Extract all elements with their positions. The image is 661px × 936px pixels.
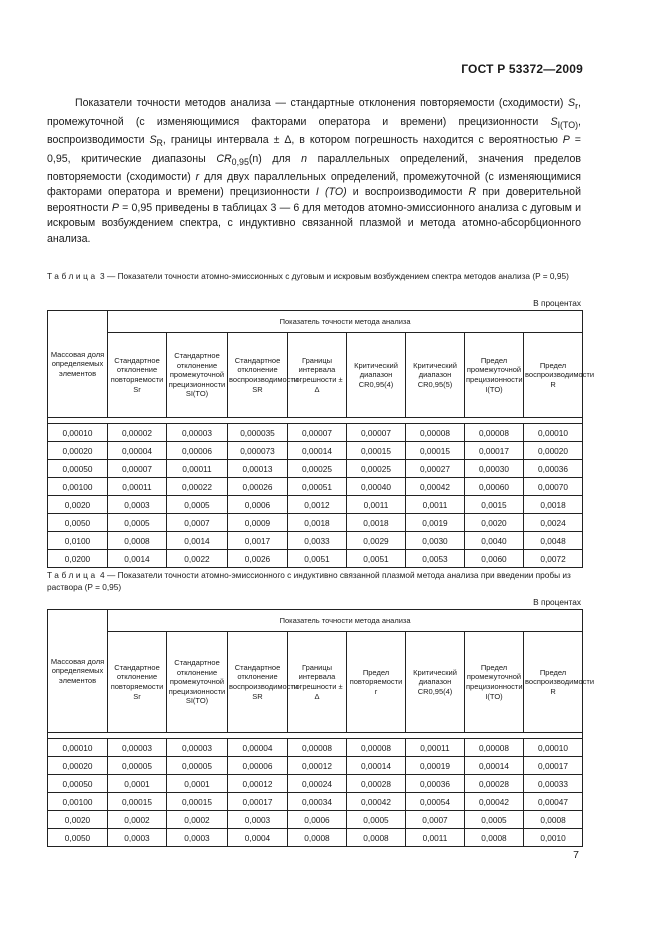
table-cell: 0,00042 (406, 478, 465, 496)
document-id: ГОСТ Р 53372—2009 (461, 62, 583, 76)
table-cell: 0,00028 (347, 775, 406, 793)
table-cell: 0,00060 (465, 478, 524, 496)
table-cell: 0,00004 (228, 739, 288, 757)
table-cell: 0,0005 (167, 496, 228, 514)
table-cell: 0,00020 (48, 442, 108, 460)
table-cell: 0,00022 (167, 478, 228, 496)
table-cell: 0,00027 (406, 460, 465, 478)
table-cell: 0,00005 (167, 757, 228, 775)
table-cell: 0,0002 (108, 811, 167, 829)
table-row (48, 514, 583, 532)
table-cell: 0,00100 (48, 478, 108, 496)
table-cell: 0,00015 (108, 793, 167, 811)
table-cell: 0,0019 (406, 514, 465, 532)
table-cell: 0,0010 (524, 829, 583, 847)
table-cell: 0,0033 (288, 532, 347, 550)
table-cell: 0,00008 (465, 739, 524, 757)
table-cell: 0,00026 (228, 478, 288, 496)
table4-col-header: Стандартное отклонение воспроизводимости SR (228, 632, 288, 733)
table-cell: 0,00011 (167, 460, 228, 478)
table-cell: 0,00006 (167, 442, 228, 460)
table-cell: 0,00042 (347, 793, 406, 811)
table3-col-header: Предел воспроизводимости R (524, 333, 583, 418)
table-cell: 0,00008 (288, 739, 347, 757)
table-cell: 0,0100 (48, 532, 108, 550)
table-cell: 0,0008 (288, 829, 347, 847)
table-cell: 0,000035 (228, 424, 288, 442)
table-cell: 0,0051 (288, 550, 347, 568)
table-cell: 0,00020 (524, 442, 583, 460)
table-cell: 0,00014 (465, 757, 524, 775)
table-cell: 0,00007 (347, 424, 406, 442)
table-cell: 0,00034 (288, 793, 347, 811)
table-cell: 0,00017 (465, 442, 524, 460)
table-cell: 0,00042 (465, 793, 524, 811)
table-row (48, 478, 583, 496)
table-cell: 0,0008 (347, 829, 406, 847)
table-cell: 0,0004 (228, 829, 288, 847)
table-cell: 0,00047 (524, 793, 583, 811)
table-cell: 0,0011 (406, 496, 465, 514)
table4-header-row (48, 632, 583, 733)
table4-col-header: Предел воспроизводимости R (524, 632, 583, 733)
table4-col-header: Предел промежуточной прецизионности I(TO) (465, 632, 524, 733)
table-cell: 0,0014 (167, 532, 228, 550)
table-cell: 0,0029 (347, 532, 406, 550)
table-cell: 0,0050 (48, 829, 108, 847)
table-cell: 0,00003 (108, 739, 167, 757)
table-cell: 0,0008 (524, 811, 583, 829)
table-cell: 0,00050 (48, 460, 108, 478)
table-cell: 0,0060 (465, 550, 524, 568)
table-cell: 0,00017 (524, 757, 583, 775)
table3-col-mass-fraction: Массовая доля определяемых элементов (48, 311, 108, 418)
table-cell: 0,0040 (465, 532, 524, 550)
table-cell: 0,00007 (108, 460, 167, 478)
table-cell: 0,00070 (524, 478, 583, 496)
table-cell: 0,0003 (167, 829, 228, 847)
table-cell: 0,0002 (167, 811, 228, 829)
table-cell: 0,0007 (167, 514, 228, 532)
table-cell: 0,00011 (406, 739, 465, 757)
table-cell: 0,0020 (465, 514, 524, 532)
table-row (48, 829, 583, 847)
table-cell: 0,0051 (347, 550, 406, 568)
table-cell: 0,0003 (228, 811, 288, 829)
table4-col-header: Критический диапазон CR0,95(4) (406, 632, 465, 733)
intro-paragraph: Показатели точности методов анализа — стандартные отклонения повторяемости (сходимости) $S_r$, промежуточной (с изменяющимися факторами оператора и времени) прецизионности $S_{I(TO)}$, воспроизводимости $S_R$, границы интервала ± Δ, в котором погрешность находится с вероятностью P = 0,95, критические диапазоны $CR_{0,95}(n)$ для n параллельных определений, значения пределов повторяемости (сходимости) r для двух параллельных определений, промежуточной (с изменяющимися факторами оператора и времени) прецизионности I (TO) и воспроизводимости R при доверительной вероятности P = 0,95 приведены в таблицах 3 — 6 для методов атомно-эмиссионного анализа с дуговым и искровым возбуждением спектра, с индуктивно связанной плазмой и метода атомно-абсорбционного анализа. (47, 97, 582, 245)
table-cell: 0,0026 (228, 550, 288, 568)
table-cell: 0,00010 (48, 739, 108, 757)
table3-group-header: Показатель точности метода анализа (108, 311, 583, 333)
table-cell: 0,0008 (465, 829, 524, 847)
table-cell: 0,0030 (406, 532, 465, 550)
table-cell: 0,00003 (167, 424, 228, 442)
table-cell: 0,0072 (524, 550, 583, 568)
table-cell: 0,0014 (108, 550, 167, 568)
table-cell: 0,0050 (48, 514, 108, 532)
table-row (48, 811, 583, 829)
table-cell: 0,0015 (465, 496, 524, 514)
table-cell: 0,00028 (465, 775, 524, 793)
table-cell: 0,0012 (288, 496, 347, 514)
table-cell: 0,00036 (406, 775, 465, 793)
table-cell: 0,00011 (108, 478, 167, 496)
table-cell: 0,0005 (347, 811, 406, 829)
table3-col-header: Границы интервала погрешности ± Δ (288, 333, 347, 418)
table-cell: 0,00025 (288, 460, 347, 478)
table-cell: 0,00030 (465, 460, 524, 478)
table-cell: 0,00008 (347, 739, 406, 757)
table-cell: 0,00051 (288, 478, 347, 496)
table-cell: 0,00008 (465, 424, 524, 442)
table-row (48, 775, 583, 793)
table-cell: 0,0005 (465, 811, 524, 829)
table-cell: 0,00015 (406, 442, 465, 460)
table-row (48, 793, 583, 811)
table-cell: 0,00005 (108, 757, 167, 775)
table-cell: 0,0003 (108, 829, 167, 847)
table-cell: 0,0018 (288, 514, 347, 532)
table-cell: 0,00014 (347, 757, 406, 775)
table3-col-header: Стандартное отклонение промежуточной прецизионности SI(TO) (167, 333, 228, 418)
table-cell: 0,00010 (524, 424, 583, 442)
table-row (48, 550, 583, 568)
table-cell: 0,00002 (108, 424, 167, 442)
table-cell: 0,0020 (48, 811, 108, 829)
table3-col-header: Критический диапазон CR0,95(5) (406, 333, 465, 418)
table-cell: 0,00036 (524, 460, 583, 478)
table-cell: 0,000073 (228, 442, 288, 460)
table-cell: 0,0011 (347, 496, 406, 514)
table-cell: 0,00054 (406, 793, 465, 811)
table3-header-row (48, 333, 583, 418)
table-cell: 0,00008 (406, 424, 465, 442)
table-cell: 0,0200 (48, 550, 108, 568)
table-row (48, 424, 583, 442)
table-cell: 0,0018 (524, 496, 583, 514)
table-cell: 0,00100 (48, 793, 108, 811)
table-cell: 0,0009 (228, 514, 288, 532)
table-cell: 0,00010 (48, 424, 108, 442)
table-cell: 0,0001 (167, 775, 228, 793)
table4-units: В процентах (533, 597, 581, 607)
table-cell: 0,0022 (167, 550, 228, 568)
table-cell: 0,0006 (288, 811, 347, 829)
table-cell: 0,00024 (288, 775, 347, 793)
table-row (48, 442, 583, 460)
table-cell: 0,0017 (228, 532, 288, 550)
table-cell: 0,00015 (167, 793, 228, 811)
table-cell: 0,0005 (108, 514, 167, 532)
table-cell: 0,00019 (406, 757, 465, 775)
table4 (47, 609, 595, 847)
table-cell: 0,00020 (48, 757, 108, 775)
table4-group-header: Показатель точности метода анализа (108, 610, 583, 632)
table3-col-header: Стандартное отклонение повторяемости Sr (108, 333, 167, 418)
table-cell: 0,00003 (167, 739, 228, 757)
table-row (48, 739, 583, 757)
table-cell: 0,0001 (108, 775, 167, 793)
table-row (48, 532, 583, 550)
table-cell: 0,0018 (347, 514, 406, 532)
table-cell: 0,00007 (288, 424, 347, 442)
table-cell: 0,00015 (347, 442, 406, 460)
table4-col-header: Границы интервала погрешности ± Δ (288, 632, 347, 733)
table-cell: 0,0008 (108, 532, 167, 550)
table-cell: 0,00013 (228, 460, 288, 478)
table-cell: 0,00025 (347, 460, 406, 478)
table-cell: 0,00004 (108, 442, 167, 460)
page-number: 7 (573, 849, 579, 861)
table4-col-header: Предел повторяемости r (347, 632, 406, 733)
table3-caption: Таблица 3 — Показатели точности атомно-эмиссионных с дуговым и искровым возбуждением спектра методов анализа (P = 0,95) (47, 271, 569, 281)
table4-col-header: Стандартное отклонение повторяемости Sr (108, 632, 167, 733)
table3-col-header: Стандартное отклонение воспроизводимости SR (228, 333, 288, 418)
table-cell: 0,0006 (228, 496, 288, 514)
table-cell: 0,00033 (524, 775, 583, 793)
table4-caption: Таблица 4 — Показатели точности атомно-эмиссионного с индуктивно связанной плазмой метода анализа при введении пробы из раствора (P = 0,95) (47, 570, 571, 592)
table-cell: 0,0007 (406, 811, 465, 829)
table-cell: 0,0020 (48, 496, 108, 514)
table3-units: В процентах (533, 298, 581, 308)
table-cell: 0,00014 (288, 442, 347, 460)
table-cell: 0,00012 (228, 775, 288, 793)
table-cell: 0,0011 (406, 829, 465, 847)
table-cell: 0,00006 (228, 757, 288, 775)
table4-col-mass-fraction: Массовая доля определяемых элементов (48, 610, 108, 733)
table-cell: 0,0003 (108, 496, 167, 514)
table-cell: 0,00010 (524, 739, 583, 757)
table3 (47, 310, 595, 568)
table-row (48, 460, 583, 478)
table-cell: 0,00017 (228, 793, 288, 811)
table-row (48, 757, 583, 775)
table-cell: 0,00050 (48, 775, 108, 793)
table-cell: 0,0024 (524, 514, 583, 532)
table-cell: 0,00012 (288, 757, 347, 775)
table-cell: 0,0048 (524, 532, 583, 550)
table4-col-header: Стандартное отклонение промежуточной прецизионности SI(TO) (167, 632, 228, 733)
table3-col-header: Критический диапазон CR0,95(4) (347, 333, 406, 418)
table3-col-header: Предел промежуточной прецизионности I(TO) (465, 333, 524, 418)
table-row (48, 496, 583, 514)
table-cell: 0,0053 (406, 550, 465, 568)
table-cell: 0,00040 (347, 478, 406, 496)
